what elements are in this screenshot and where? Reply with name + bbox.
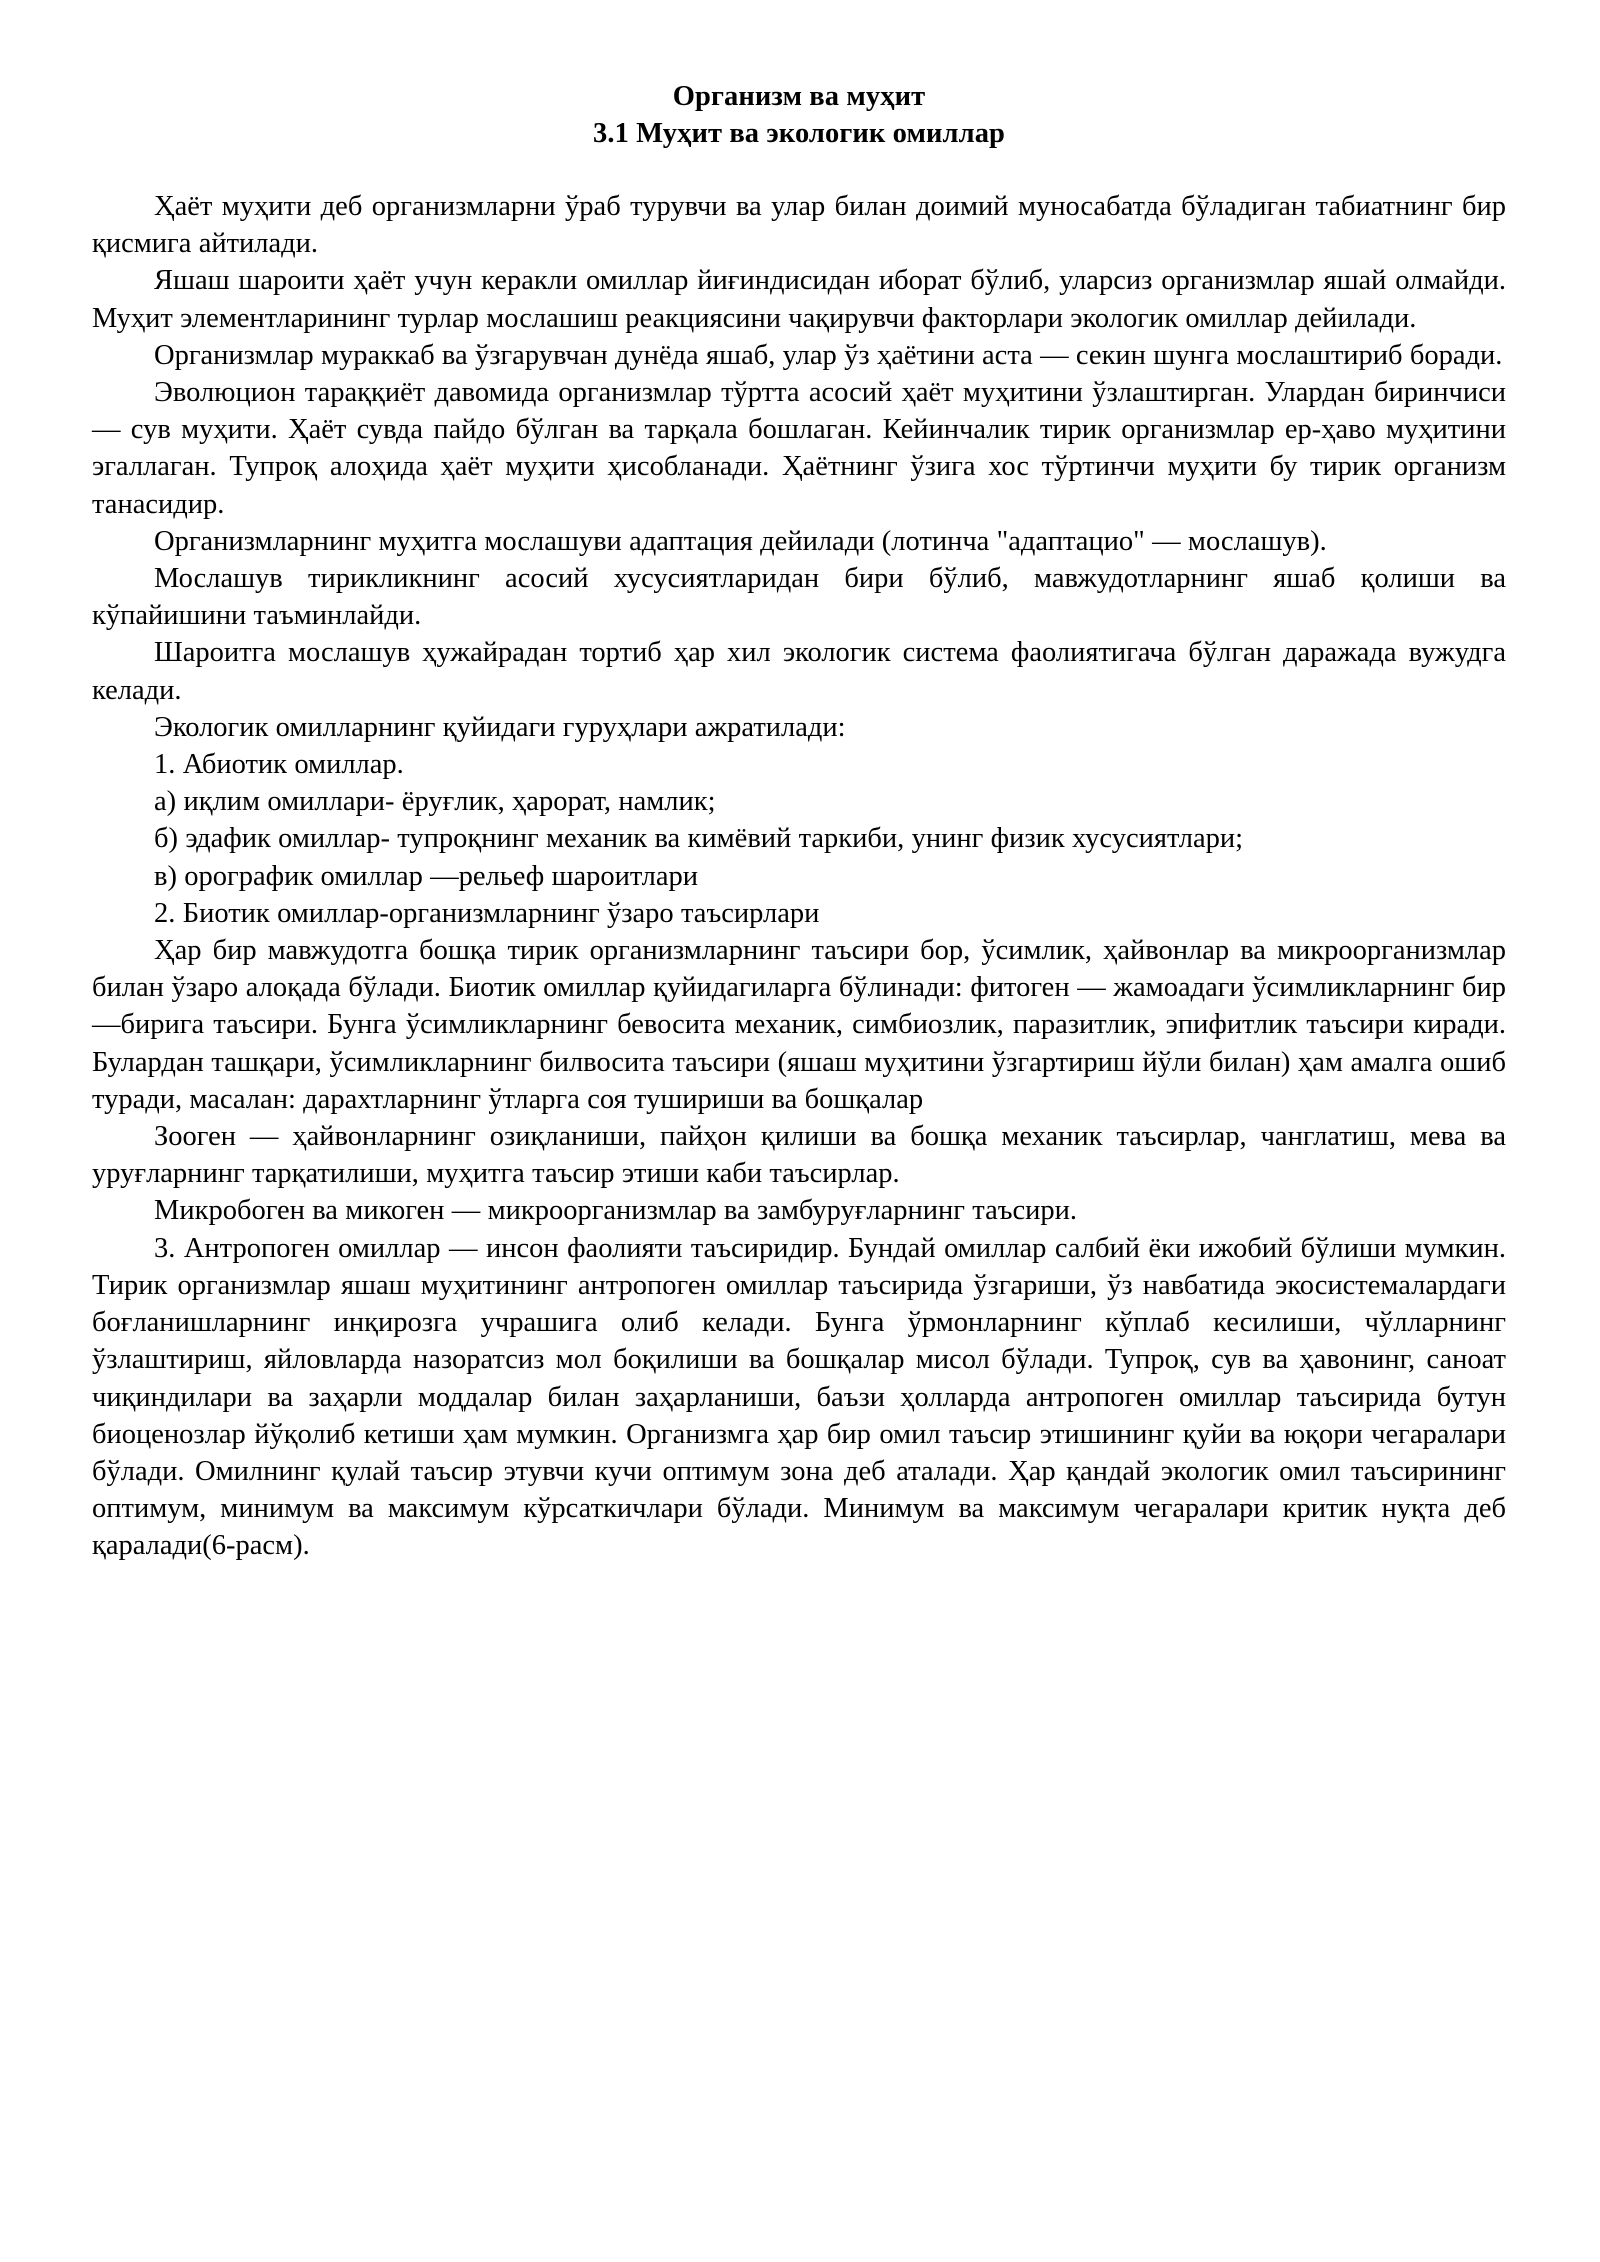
paragraph-15-zoogenic: Зооген — ҳайвонларнинг озиқланиши, пайҳон қилиши ва бошқа механик таъсирлар, чанглатиш, мева ва уруғларнинг тарқатилиши, муҳитга таъсир этиши каби таъсирлар. [92,1121,1506,1190]
paragraph-16-microbogenic: Микробоген ва микоген — микроорганизмлар ва замбуруғларнинг таъсири. [154,1195,1077,1227]
list-item-2-biotic: 2. Биотик омиллар-организмларнинг ўзаро таъсирлари [154,897,820,929]
paragraph-3: Организмлар мураккаб ва ўзгарувчан дунёда яшаб, улар ўз ҳаётини аста — секин шунга мослаштириб боради. [154,339,1503,371]
paragraph-2: Яшаш шароити ҳаёт учун керакли омиллар йиғиндисидан иборат бўлиб, уларсиз организмлар яшай олмайди. Муҳит элементларининг турлар мослашиш реакциясини чақирувчи факторлари экологик омиллар дейилади. [92,265,1506,334]
paragraph-14-biotic-detail: Ҳар бир мавжудотга бошқа тирик организмларнинг таъсири бор, ўсимлик, ҳайвонлар ва микроорганизмлар билан ўзаро алоқада бўлади. Биотик омиллар қуйидагиларга бўлинади: фитоген — жамоадаги ўсимликларнинг бир—бирига таъсири. Бунга ўсимликларнинг бевосита механик, симбиозлик, паразитлик, эпифитлик таъсири киради. Булардан ташқари, ўсимликларнинг билвосита таъсири (яшаш муҳитини ўзгартириш йўли билан) ҳам амалга ошиб туради, масалан: дарахтларнинг ўтларга соя тушириши ва бошқалар [92,935,1506,1115]
paragraph-5: Организмларнинг муҳитга мослашуви адаптация дейилади (лотинча "адаптацио" — мослашув). [154,525,1327,557]
list-item-b-edaphic: б) эдафик омиллар- тупроқнинг механик ва кимёвий таркиби, унинг физик хусусиятлари; [154,823,1244,855]
document-subtitle: 3.1 Муҳит ва экологик омиллар [593,118,1005,149]
paragraph-17-anthropogenic: 3. Антропоген омиллар — инсон фаолияти таъсиридир. Бундай омиллар салбий ёки ижобий бўлиши мумкин. Тирик организмлар яшаш муҳитининг антропоген омиллар таъсирида ўзгариши, ўз навбатида экосистемалардаги боғланишларнинг инқирозга учрашига олиб келади. Бунга ўрмонларнинг кўплаб кесилиши, чўлларнинг ўзлаштириш, яйловларда назоратсиз мол боқилиши ва бошқалар мисол бўлади. Тупроқ, сув ва ҳавонинг, саноат чиқиндилари ва заҳарли моддалар билан заҳарланиши, баъзи ҳолларда антропоген омиллар таъсирида бутун биоценозлар йўқолиб кетиши ҳам мумкин. Организмга ҳар бир омил таъсир этишининг қуйи ва юқори чегаралари бўлади. Омилнинг қулай таъсир этувчи кучи оптимум зона деб аталади. Ҳар қандай экологик омил таъсирининг оптимум, минимум ва максимум кўрсаткичлари бўлади. Минимум ва максимум чегаралари критик нуқта деб қаралади(6-расм). [92,1232,1506,1562]
list-item-v-orographic: в) орографик омиллар —рельеф шароитлари [154,860,699,892]
paragraph-7: Шароитга мослашув ҳужайрадан тортиб ҳар хил экологик система фаолиятигача бўлган даражада вужудга келади. [92,637,1506,706]
paragraph-1: Ҳаёт муҳити деб организмларни ўраб турувчи ва улар билан доимий муносабатда бўладиган табиатнинг бир қисмига айтилади. [92,191,1506,260]
title-spacer [92,152,1506,188]
document-title: Организм ва муҳит [672,81,926,112]
document-content [92,78,1506,1565]
list-item-1-abiotic: 1. Абиотик омиллар. [154,749,404,781]
paragraph-8-list-intro: Экологик омилларнинг қуйидаги гуруҳлари ажратилади: [154,711,846,743]
paragraph-6: Мослашув тирикликнинг асосий хусусиятларидан бири бўлиб, мавжудотларнинг яшаб қолиши ва кўпайишини таъминлайди. [92,563,1506,632]
list-item-a-climate: а) иқлим омиллари- ёруғлик, ҳарорат, намлик; [154,786,716,818]
paragraph-4: Эволюцион тараққиёт давомида организмлар тўртта асосий ҳаёт муҳитини ўзлаштирган. Улардан биринчиси — сув муҳити. Ҳаёт сувда пайдо бўлган ва тарқала бошлаган. Кейинчалик тирик организмлар ер-ҳаво муҳитини эгаллаган. Тупроқ алоҳида ҳаёт муҳити ҳисобланади. Ҳаётнинг ўзига хос тўртинчи муҳити бу тирик организм танасидир. [92,377,1506,520]
